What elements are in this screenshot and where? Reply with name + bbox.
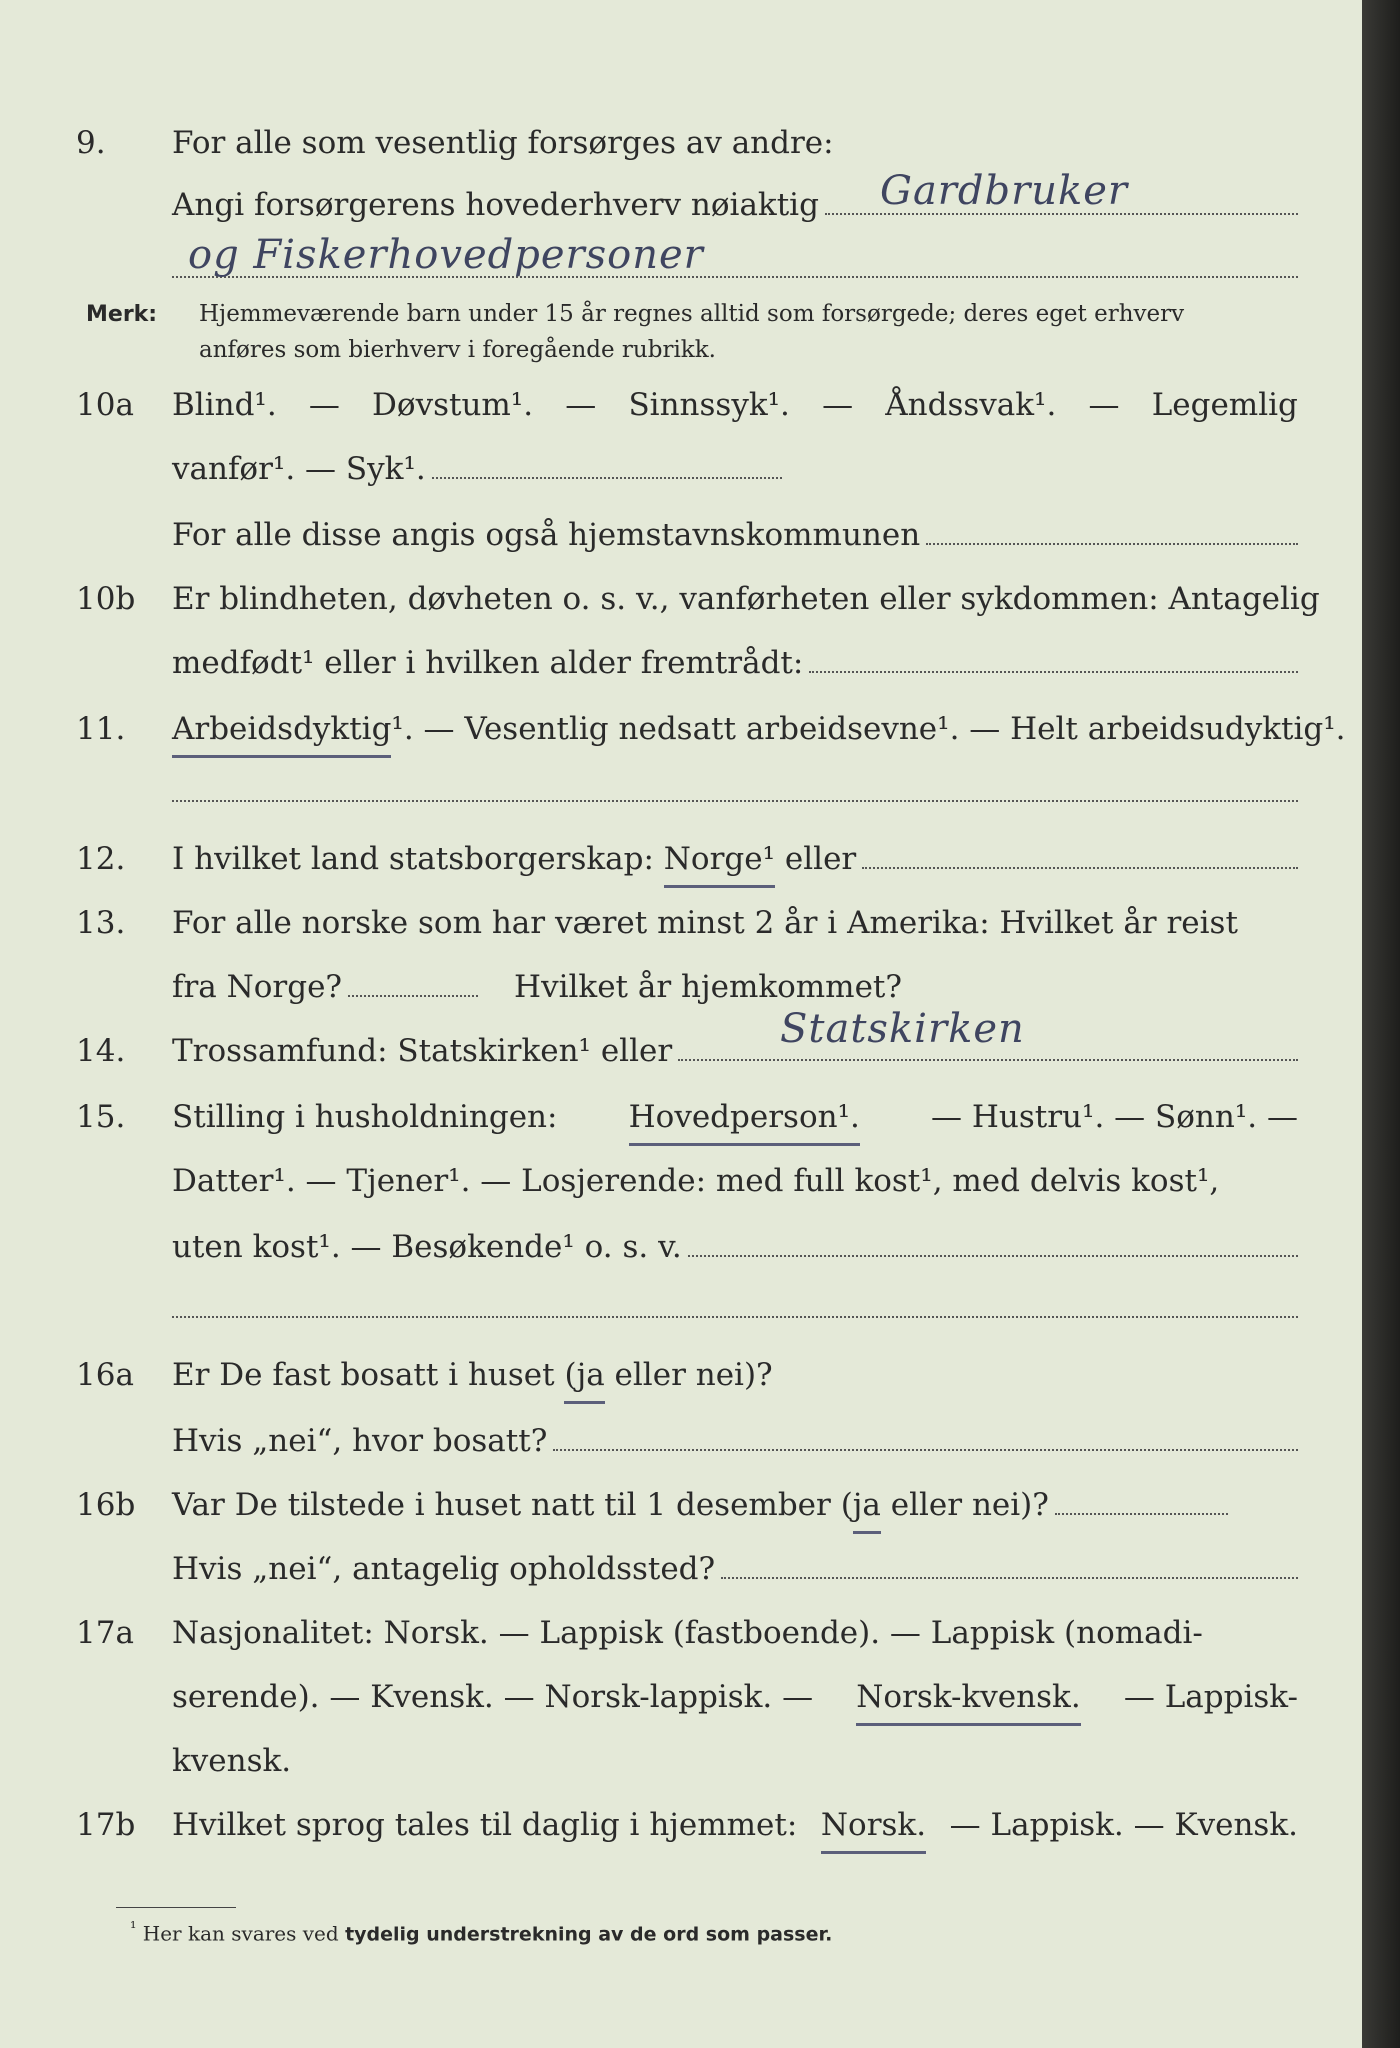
q12-text-pre: I hvilket land statsborgerskap:: [172, 841, 654, 877]
q13-text-reist: fra Norge?: [172, 969, 343, 1005]
q14-text: Trossamfund: Statskirken¹ eller: [172, 1033, 673, 1069]
q10a-row2: [0, 444, 1362, 494]
q15-answer-line[interactable]: [688, 1225, 1298, 1257]
q10b-text-line1: Er blindheten, døvheten o. s. v., vanførheten eller sykdommen: Antagelig: [172, 581, 1320, 617]
q12-text-post: eller: [784, 841, 857, 877]
dash: —: [565, 387, 597, 423]
q10a-opt-andssvak[interactable]: Åndssvak¹.: [885, 387, 1057, 423]
q15-text-line2: Datter¹. — Tjener¹. — Losjerende: med full kost¹, med delvis kost¹,: [172, 1163, 1220, 1199]
q16b-row2: [0, 1544, 1362, 1594]
q10b-row2: [0, 638, 1362, 688]
q10b-answer-line[interactable]: [809, 641, 1298, 673]
q11-row: [0, 704, 1362, 754]
q10a-opt-sinnssyk[interactable]: Sinnssyk¹.: [628, 387, 790, 423]
q16a-number: 16a: [76, 1357, 134, 1393]
footnote-separator: [116, 1907, 236, 1908]
q10a-opt-blind[interactable]: Blind¹.: [172, 387, 277, 423]
q17b-text-pre: Hvilket sprog tales til daglig i hjemmet:: [172, 1807, 798, 1843]
merk-label: Merk:: [86, 302, 158, 327]
q12-answer-line[interactable]: [862, 837, 1298, 869]
q16a-text-line2: Hvis „nei“, hvor bosatt?: [172, 1423, 548, 1459]
q16b-opholdssted-line[interactable]: [721, 1547, 1298, 1579]
q9-number: 9.: [76, 125, 106, 161]
q13-text-line1: For alle norske som har været minst 2 år i Amerika: Hvilket år reist: [172, 905, 1238, 941]
q9-text-line1: For alle som vesentlig forsørges av andre:: [172, 125, 834, 161]
q16b-text-line2: Hvis „nei“, antagelig opholdssted?: [172, 1551, 716, 1587]
q9-row1: [0, 118, 1362, 168]
q10a-hjemstavn-line[interactable]: [926, 513, 1298, 545]
q12-row: [0, 834, 1362, 884]
footnote-mark: ¹: [130, 1918, 137, 1937]
q16a-row1: [0, 1350, 1362, 1400]
q14-handwritten-answer: Statskirken: [780, 1006, 1025, 1052]
q10a-row1: [0, 380, 1362, 430]
q17a-number: 17a: [76, 1615, 134, 1651]
q14-row: [0, 1026, 1362, 1076]
dash: —: [308, 387, 340, 423]
q10a-text-line2[interactable]: vanfør¹. — Syk¹.: [172, 451, 426, 487]
merk-line2: anføres som bierhverv i foregående rubrikk.: [199, 337, 716, 363]
q17b-opt-norsk[interactable]: Norsk.: [821, 1800, 926, 1854]
q13-number: 13.: [76, 905, 126, 941]
q11-answer-line[interactable]: [172, 800, 1298, 802]
q10a-opt-dovstum[interactable]: Døvstum¹.: [372, 387, 534, 423]
q16b-answer-line[interactable]: [1055, 1483, 1228, 1515]
q17a-row3: [0, 1736, 1362, 1786]
q15-row3: [0, 1222, 1362, 1272]
q17b-row: [0, 1800, 1362, 1850]
q16a-text-pre: Er De fast bosatt i huset: [172, 1357, 555, 1393]
scan-edge: [1362, 0, 1400, 2048]
q10a-number: 10a: [76, 387, 134, 423]
q12-opt-norge[interactable]: Norge¹: [664, 834, 775, 888]
q16b-number: 16b: [76, 1487, 136, 1523]
merk-line1: Hjemmeværende barn under 15 år regnes alltid som forsørgede; deres eget erhverv: [199, 301, 1185, 327]
q15-opt-hovedperson[interactable]: Hovedperson¹.: [629, 1092, 860, 1146]
q9-handwritten-answer-1: Gardbruker: [880, 168, 1129, 214]
q16b-text-post: eller nei)?: [890, 1487, 1049, 1523]
q10a-text-line3: For alle disse angis også hjemstavnskommunen: [172, 517, 921, 553]
q16b-text-pre: Var De tilstede i huset natt til 1 desember (: [172, 1487, 853, 1523]
q17a-opt-norsk-kvensk[interactable]: Norsk-kvensk.: [856, 1672, 1080, 1726]
q10a-opt-legemlig[interactable]: Legemlig: [1151, 387, 1298, 423]
q10b-row1: [0, 574, 1362, 624]
q13-row1: [0, 898, 1362, 948]
q15-row1: [0, 1092, 1362, 1142]
q10a-row3: [0, 510, 1362, 560]
footnote-bold-text: tydelig understrekning av de ord som passer.: [345, 1923, 833, 1946]
q15-text-pre: Stilling i husholdningen:: [172, 1099, 558, 1135]
q17a-text-line2b: — Lappisk-: [1123, 1679, 1298, 1715]
q11-number: 11.: [76, 711, 126, 747]
q15-row2: [0, 1156, 1362, 1206]
q11-text-rest: ¹. — Vesentlig nedsatt arbeidsevne¹. — Helt arbeidsudyktig¹.: [391, 711, 1346, 747]
q10b-number: 10b: [76, 581, 136, 617]
q12-number: 12.: [76, 841, 126, 877]
q13-text-hjemkommet: Hvilket år hjemkommet?: [514, 969, 903, 1005]
q16a-row2: [0, 1416, 1362, 1466]
q16a-opt-ja[interactable]: (ja: [564, 1350, 604, 1404]
q14-number: 14.: [76, 1033, 126, 1069]
q16b-opt-ja[interactable]: ja: [853, 1480, 881, 1534]
footnote: [130, 1918, 832, 1946]
q17a-row1: [0, 1608, 1362, 1658]
dash: —: [1088, 387, 1120, 423]
q17a-text-line1: Nasjonalitet: Norsk. — Lappisk (fastboende). — Lappisk (nomadi-: [172, 1615, 1203, 1651]
q10b-text-line2: medfødt¹ eller i hvilken alder fremtrådt:: [172, 645, 804, 681]
q10a-answer-line[interactable]: [432, 447, 782, 479]
q9-handwritten-answer-2: og Fiskerhovedpersoner: [188, 232, 704, 278]
q15-text-line3: uten kost¹. — Besøkende¹ o. s. v.: [172, 1229, 682, 1265]
q17a-text-line3: kvensk.: [172, 1743, 292, 1779]
q16a-text-post: eller nei)?: [614, 1357, 773, 1393]
q15-answer-line-2[interactable]: [172, 1316, 1298, 1318]
q9-text-line2: Angi forsørgerens hovederhverv nøiaktig: [172, 187, 819, 223]
dash: —: [822, 387, 854, 423]
footnote-text: Her kan svares ved: [142, 1921, 339, 1946]
q16b-row1: [0, 1480, 1362, 1530]
q11-opt-arbeidsdyktig[interactable]: Arbeidsdyktig: [172, 704, 391, 758]
q13-row2: [0, 962, 1362, 1012]
q15-text-post: — Hustru¹. — Sønn¹. —: [931, 1099, 1298, 1135]
q17a-row2: [0, 1672, 1362, 1722]
q9-row2: [0, 180, 1362, 230]
q17a-text-line2a: serende). — Kvensk. — Norsk-lappisk. —: [172, 1679, 814, 1715]
q15-number: 15.: [76, 1099, 126, 1135]
q17b-number: 17b: [76, 1807, 136, 1843]
q16a-answer-line[interactable]: [553, 1419, 1298, 1451]
q13-reist-line[interactable]: [348, 965, 478, 997]
merk-note: [86, 296, 1326, 363]
q17b-text-post: — Lappisk. — Kvensk.: [949, 1807, 1298, 1843]
